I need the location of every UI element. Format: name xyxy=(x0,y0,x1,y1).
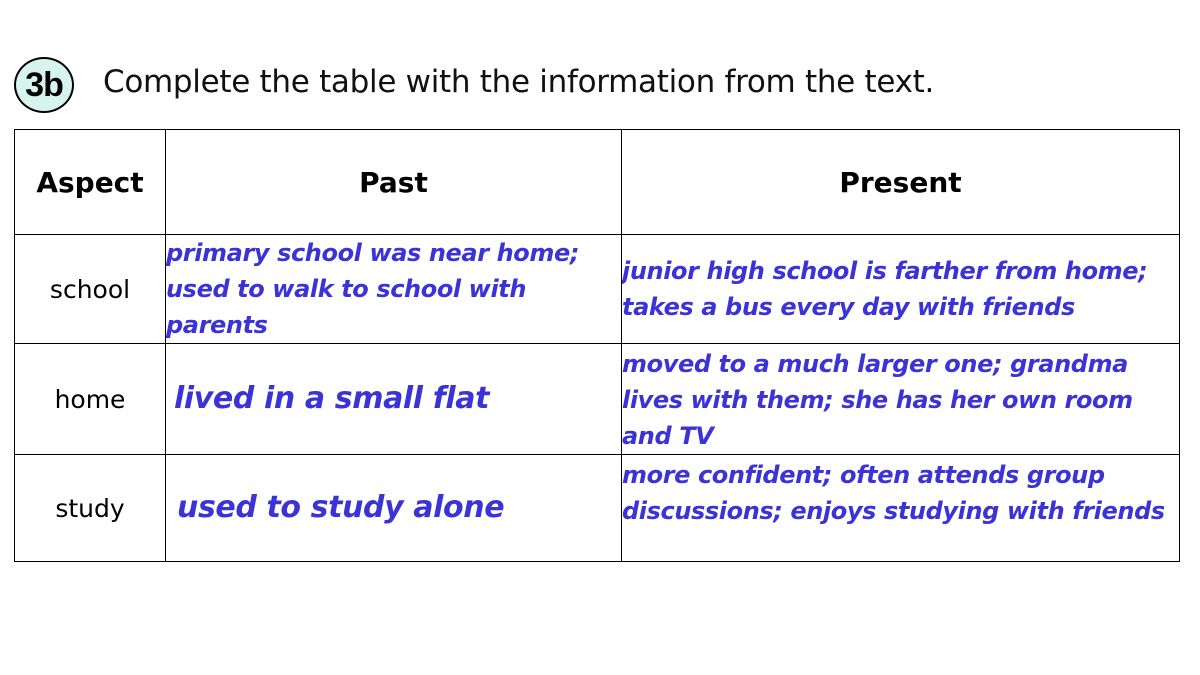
exercise-number-badge: 3b xyxy=(14,57,74,113)
aspect-cell: home xyxy=(15,344,166,455)
comparison-table xyxy=(14,129,1180,562)
table-row xyxy=(15,455,1180,562)
table-row xyxy=(15,235,1180,344)
exercise-instruction: Complete the table with the information from the text. xyxy=(103,64,935,100)
aspect-cell: study xyxy=(15,455,166,562)
present-answer-cell: junior high school is farther from home; takes a bus every day with friends xyxy=(622,235,1180,344)
header-present: Present xyxy=(622,130,1180,235)
past-answer-cell: lived in a small flat xyxy=(166,344,622,455)
past-answer-cell: primary school was near home; used to walk to school with parents xyxy=(166,235,622,344)
header-past: Past xyxy=(166,130,622,235)
table-row xyxy=(15,344,1180,455)
present-answer-cell: more confident; often attends group discussions; enjoys studying with friends xyxy=(622,455,1180,562)
aspect-cell: school xyxy=(15,235,166,344)
table-header-row xyxy=(15,130,1180,235)
past-answer-cell: used to study alone xyxy=(166,455,622,562)
header-aspect: Aspect xyxy=(15,130,166,235)
present-answer-cell: moved to a much larger one; grandma lives with them; she has her own room and TV xyxy=(622,344,1180,455)
